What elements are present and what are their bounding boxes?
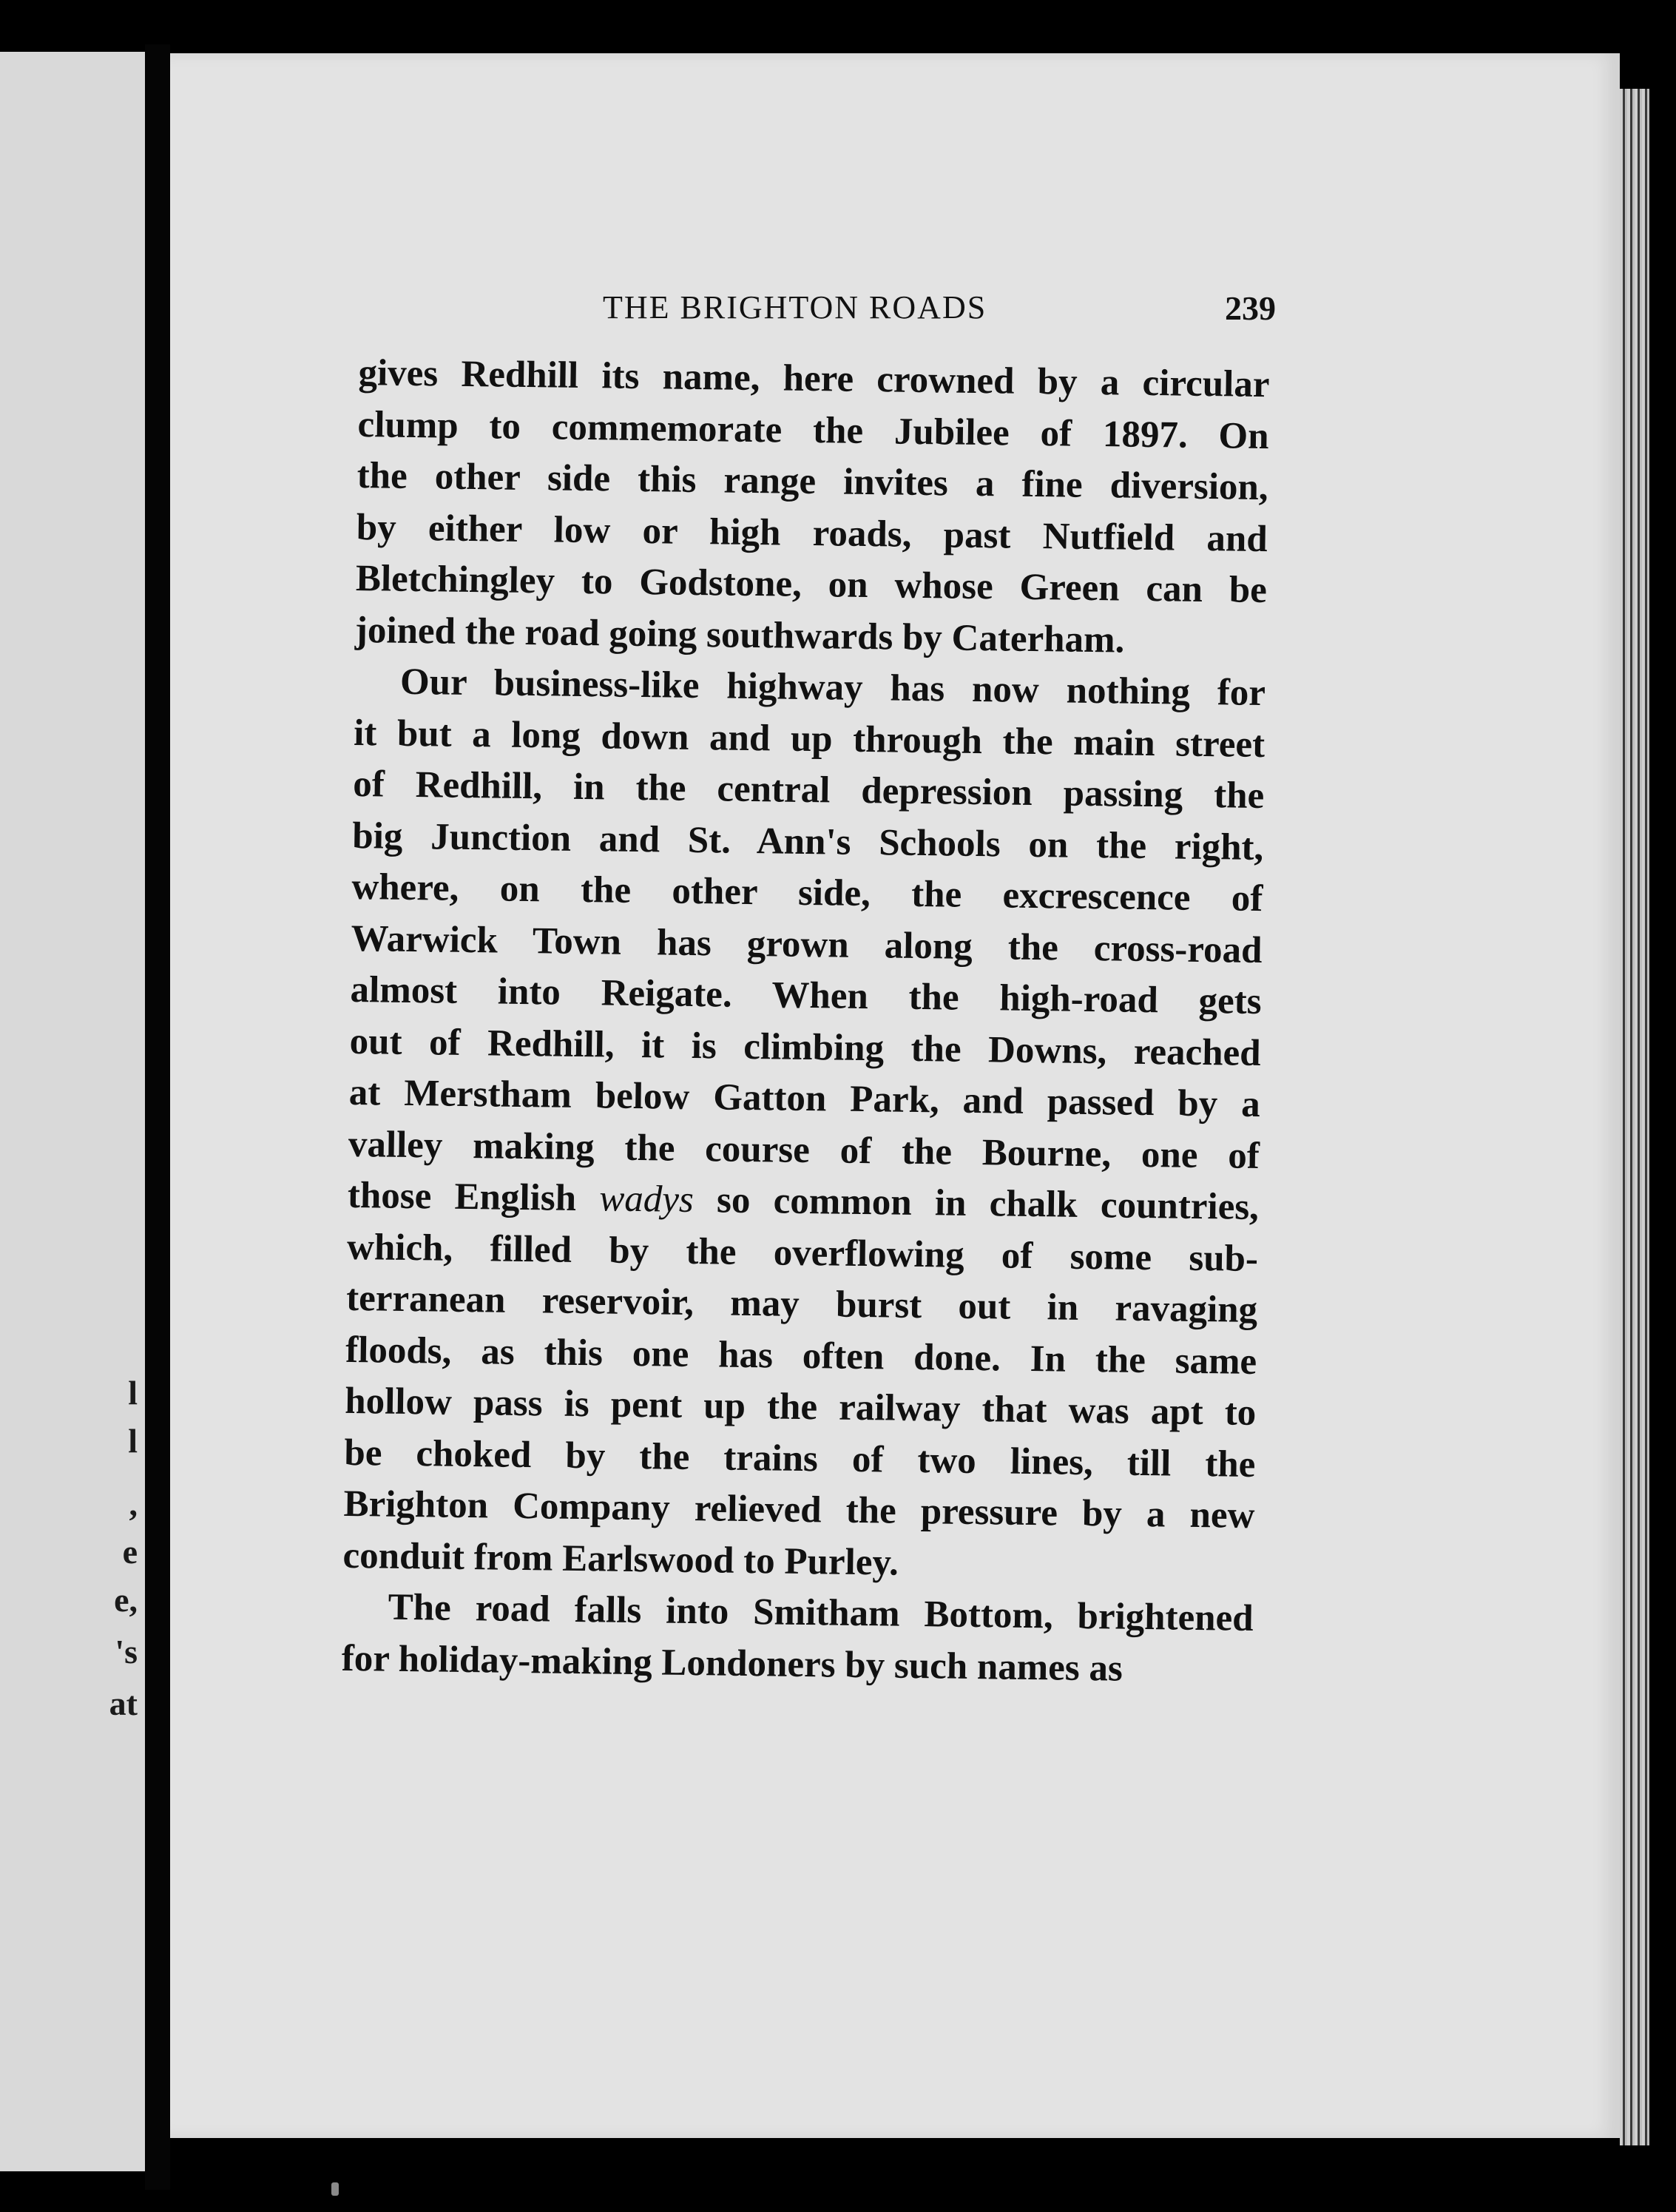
text-line: out of Redhill, it is climbing the Downs, reached [349, 1020, 1261, 1074]
text-line: joined the road going southwards by Caterham. [354, 609, 1125, 661]
page-header [381, 289, 1276, 340]
scan-speck [331, 2182, 339, 2196]
facing-page-glyph: l [128, 1374, 138, 1412]
text-line: floods, as this one has often done. In the same [345, 1329, 1257, 1383]
text-line: at Merstham below Gatton Park, and passed by a [348, 1071, 1261, 1126]
text-line: gives Redhill its name, here crowned by a circular [358, 351, 1270, 406]
text-line: terranean reservoir, may burst out in ravaging [345, 1277, 1258, 1332]
italic-word: wadys [598, 1178, 695, 1221]
paragraph [341, 1582, 1254, 1696]
paragraph [355, 348, 1270, 668]
running-head: THE BRIGHTON ROADS [603, 289, 987, 326]
text-line: for holiday-making Londoners by such names as [341, 1637, 1123, 1690]
text-segment: those English [347, 1174, 600, 1220]
facing-page-glyph: l [128, 1422, 138, 1460]
text-line: the other side this range invites a fine diversion, [357, 454, 1268, 509]
text-line: it but a long down and up through the main street [353, 712, 1266, 766]
text-line: almost into Reigate. When the high-road gets [350, 968, 1262, 1023]
text-line: big Junction and St. Ann's Schools on the right, [352, 815, 1264, 869]
page-edges [1620, 89, 1649, 2145]
text-line: which, filled by the overflowing of some sub- [346, 1226, 1259, 1280]
text-line: The road falls into Smitham Bottom, brightened [388, 1586, 1254, 1639]
facing-page-glyph: , [129, 1485, 138, 1523]
text-line: be choked by the trains of two lines, till the [344, 1432, 1256, 1486]
facing-page-fragment [0, 52, 145, 2171]
text-line: by either low or high roads, past Nutfield and [356, 506, 1268, 560]
paragraph [342, 656, 1266, 1594]
text-line: hollow pass is pent up the railway that was apt to [344, 1380, 1257, 1434]
text-line: clump to commemorate the Jubilee of 1897. On [357, 403, 1269, 457]
text-line: Bletchingley to Godstone, on whose Green can be [355, 557, 1268, 612]
text-line: Our business-like highway has now nothing for [399, 661, 1266, 715]
facing-page-glyph: 's [115, 1633, 138, 1670]
text-line: Warwick Town has grown along the cross-road [351, 917, 1263, 971]
text-line: valley making the course of the Bourne, one of [348, 1123, 1260, 1177]
text-line: where, on the other side, the excrescence of [351, 866, 1263, 920]
body-text [341, 348, 1270, 1696]
book-gutter [145, 44, 170, 2190]
text-line: conduit from Earlswood to Purley. [342, 1534, 899, 1584]
text-line: Brighton Company relieved the pressure by a new [343, 1483, 1255, 1537]
facing-page-glyph: e, [114, 1581, 138, 1619]
facing-page-glyph: e [122, 1533, 138, 1571]
text-line: of Redhill, in the central depression passing the [352, 763, 1265, 817]
facing-page-glyph: at [109, 1685, 138, 1722]
page-number: 239 [1225, 289, 1276, 327]
text-segment: so common in chalk countries, [693, 1179, 1260, 1229]
